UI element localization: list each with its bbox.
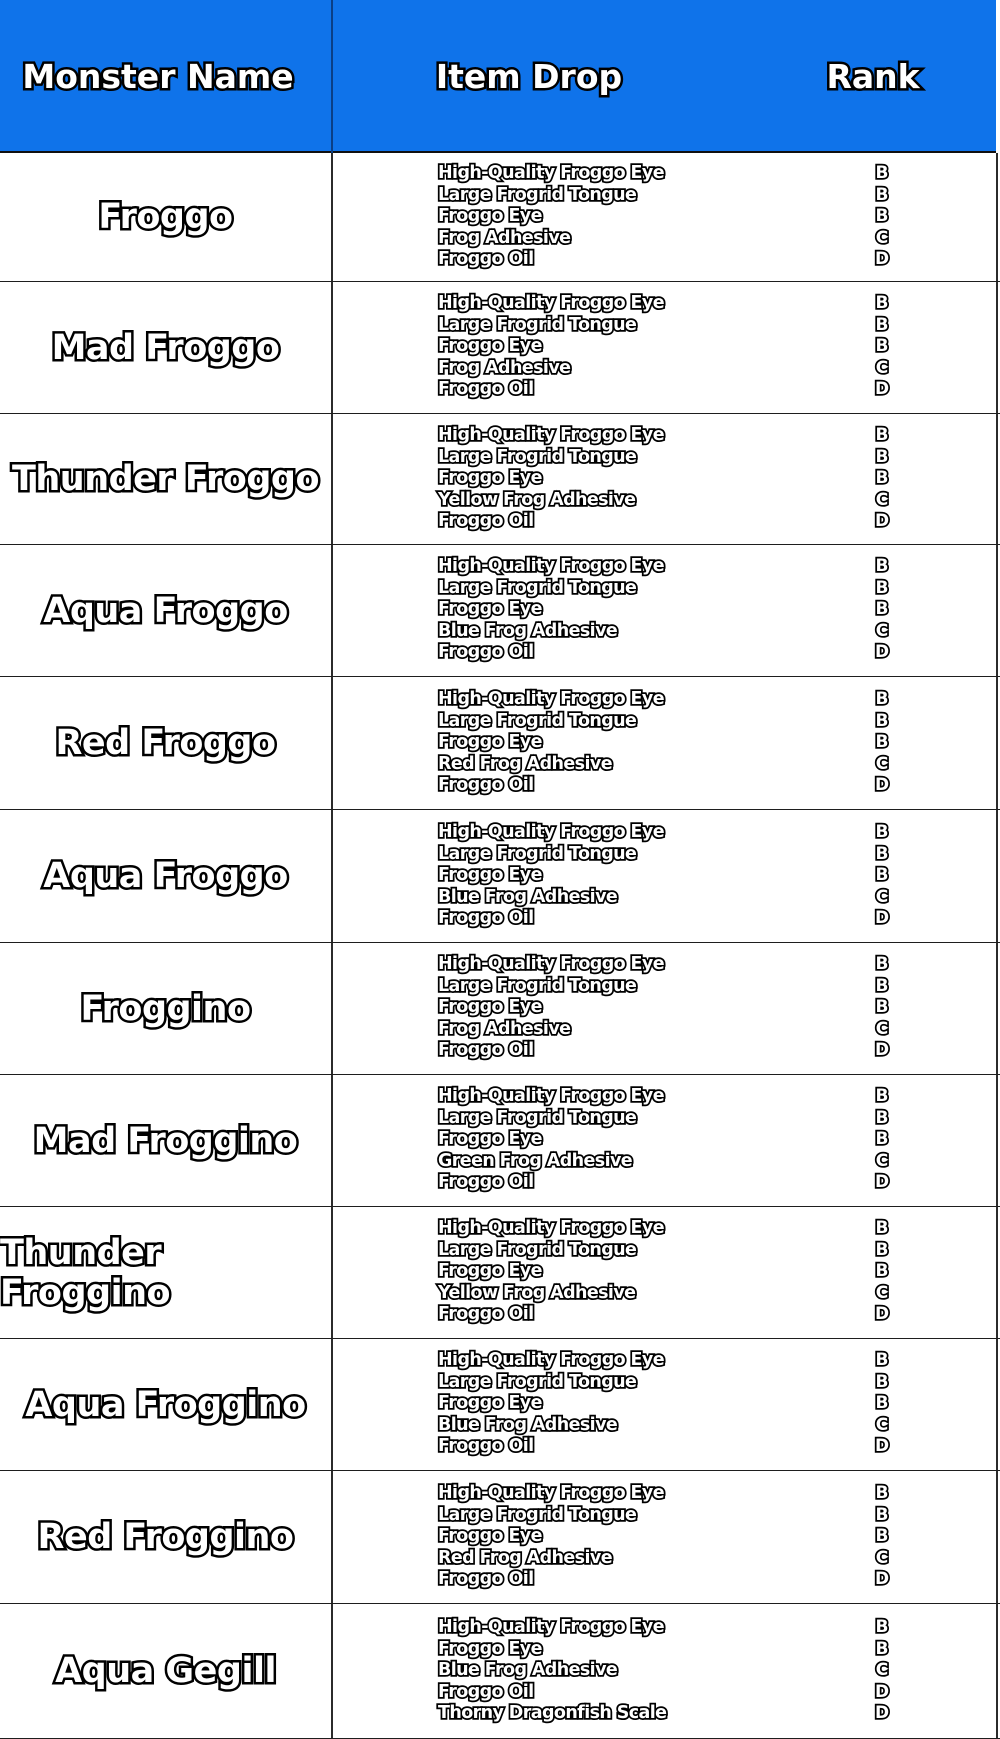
header-rank: Rank [826,57,920,96]
monster-name: Froggo [98,197,233,237]
table-header [0,0,1000,153]
item-drop: Blue Frog Adhesive [438,886,618,907]
rank-value: B [875,1086,889,1106]
item-drop: Froggo Eye [438,1129,542,1150]
rank-value: B [875,1129,889,1150]
monster-name: Aqua Froggino [25,1384,306,1425]
item-drop: Red Frog Adhesive [438,1547,612,1568]
table-body [0,153,1000,1739]
rank-value: B [875,822,889,842]
rank-value: B [875,468,889,489]
header-item-drop: Item Drop [435,57,623,96]
rank-value: B [875,1526,889,1547]
item-drop: Froggo Eye [438,468,542,489]
item-drop: Blue Frog Adhesive [438,1660,618,1681]
item-drop-list [438,954,738,1072]
item-drop: Large Frogrid Tongue [438,975,637,996]
rank-value: C [875,1018,889,1039]
item-drop: High-Quality Froggo Eye [438,1483,664,1503]
rank-value: B [875,1504,889,1525]
rank-value: C [875,753,889,774]
item-drop: Froggo Eye [438,336,542,357]
item-drop-list [438,1617,738,1735]
monster-name: Aqua Froggo [43,590,288,631]
item-drop: Froggo Eye [438,865,542,886]
table-right-border [996,1075,998,1206]
item-drop: Frog Adhesive [438,357,571,378]
rank-value: B [875,1350,889,1370]
item-drop: High-Quality Froggo Eye [438,1086,664,1106]
header-column-divider [331,0,333,153]
rank-value: D [874,1304,890,1325]
column-divider [331,1604,333,1738]
item-drop: Large Frogrid Tongue [438,1239,637,1260]
rank-value: D [874,1040,890,1061]
rank-value: C [875,620,889,641]
item-drop: High-Quality Froggo Eye [438,1350,664,1370]
table-right-border [996,677,998,809]
item-drop: Yellow Frog Adhesive [438,1282,636,1303]
rank-value: B [875,1617,889,1637]
rank-value: B [875,206,889,227]
monster-name: Mad Froggo [51,327,280,368]
table-row [0,1339,1000,1471]
table-row [0,677,1000,810]
rank-value: C [875,886,889,907]
table-right-border [996,1471,998,1603]
rank-value: B [875,1371,889,1392]
monster-name: Froggino [80,988,251,1029]
item-drop: Froggo Eye [438,732,542,753]
header-right-edge [996,0,1000,153]
rank-value: B [875,1638,889,1659]
item-drop: High-Quality Froggo Eye [438,689,664,709]
table-row [0,1075,1000,1207]
table-right-border [996,943,998,1074]
item-drop-list [438,689,738,807]
rank-value: B [875,954,889,974]
column-divider [331,1207,333,1338]
rank-list [870,1086,894,1204]
rank-list [870,1617,894,1735]
rank-value: B [875,1218,889,1238]
item-drop: Froggo Oil [438,1436,534,1457]
item-drop: Large Frogrid Tongue [438,446,637,467]
item-drop: Froggo Eye [438,599,542,620]
rank-value: B [875,865,889,886]
item-drop: Large Frogrid Tongue [438,1504,637,1525]
column-divider [331,810,333,942]
rank-value: B [875,689,889,709]
table-right-border [996,1339,998,1470]
rank-value: D [874,1569,890,1590]
rank-value: C [875,1150,889,1171]
item-drop-list [438,556,738,674]
item-drop: Froggo Oil [438,1304,534,1325]
item-drop: High-Quality Froggo Eye [438,163,664,183]
rank-value: B [875,446,889,467]
item-drop: Yellow Frog Adhesive [438,489,636,510]
rank-value: B [875,1483,889,1503]
item-drop-list [438,1086,738,1204]
table-right-border [996,1604,998,1738]
rank-value: D [874,1172,890,1193]
rank-list [870,425,894,543]
rank-value: C [875,357,889,378]
rank-value: B [875,314,889,335]
table-row [0,153,1000,282]
column-divider [331,677,333,809]
rank-value: B [875,1107,889,1128]
table-right-border [996,810,998,942]
column-divider [331,414,333,544]
item-drop: Thorny Dragonfish Scale [438,1703,667,1724]
rank-value: D [874,642,890,663]
monster-name: Aqua Gegill [55,1651,276,1691]
rank-value: C [875,1547,889,1568]
rank-value: B [875,599,889,620]
item-drop: High-Quality Froggo Eye [438,1218,664,1238]
table-right-border [996,153,998,281]
table-row [0,1471,1000,1604]
item-drop: Large Frogrid Tongue [438,577,637,598]
item-drop: Froggo Eye [438,206,542,227]
rank-value: B [875,577,889,598]
rank-value: D [874,908,890,929]
item-drop: Large Frogrid Tongue [438,314,637,335]
rank-value: B [875,710,889,731]
item-drop-list [438,1218,738,1336]
table-row [0,810,1000,943]
rank-list [870,954,894,1072]
rank-list [870,1483,894,1601]
rank-list [870,822,894,940]
rank-value: B [875,293,889,313]
column-divider [331,282,333,413]
item-drop: Froggo Oil [438,511,534,532]
item-drop-list [438,1350,738,1468]
item-drop: Froggo Oil [438,1681,534,1702]
item-drop: Blue Frog Adhesive [438,1414,618,1435]
rank-value: B [875,843,889,864]
rank-value: B [875,975,889,996]
item-drop: Froggo Eye [438,1261,542,1282]
rank-value: D [874,379,890,400]
item-drop: High-Quality Froggo Eye [438,556,664,576]
rank-list [870,1218,894,1336]
item-drop: Froggo Oil [438,642,534,663]
item-drop: Froggo Eye [438,1638,542,1659]
table-right-border [996,282,998,413]
rank-value: B [875,997,889,1018]
item-drop: Froggo Eye [438,1393,542,1414]
monster-name: Aqua Froggo [43,856,288,896]
item-drop: Froggo Eye [438,997,542,1018]
item-drop: Froggo Oil [438,775,534,796]
item-drop-list [438,1483,738,1601]
rank-value: B [875,1261,889,1282]
item-drop: Froggo Oil [438,908,534,929]
monster-name: Thunder Froggino [0,1232,171,1313]
table-right-border [996,414,998,544]
item-drop: Large Frogrid Tongue [438,843,637,864]
item-drop-list [438,425,738,543]
item-drop-list [438,822,738,940]
table-right-border [996,545,998,676]
rank-value: D [874,511,890,532]
rank-list [870,689,894,807]
item-drop: Large Frogrid Tongue [438,1107,637,1128]
item-drop: Large Frogrid Tongue [438,184,637,205]
rank-value: C [875,1282,889,1303]
item-drop: Blue Frog Adhesive [438,620,618,641]
rank-value: C [875,1660,889,1681]
item-drop: High-Quality Froggo Eye [438,1617,664,1637]
column-divider [331,1075,333,1206]
table-right-border [996,1207,998,1338]
rank-value: D [874,1681,890,1702]
rank-value: D [874,249,890,270]
column-divider [331,153,333,281]
table-row [0,282,1000,414]
rank-value: B [875,732,889,753]
rank-list [870,1350,894,1468]
item-drop: High-Quality Froggo Eye [438,425,664,445]
column-divider [331,943,333,1074]
rank-value: B [875,1393,889,1414]
item-drop: Frog Adhesive [438,1018,571,1039]
item-drop-list [438,163,738,281]
rank-list [870,293,894,411]
item-drop: Large Frogrid Tongue [438,1371,637,1392]
rank-value: C [875,227,889,248]
table-row [0,943,1000,1075]
rank-value: B [875,336,889,357]
rank-value: D [874,1436,890,1457]
rank-value: C [875,1414,889,1435]
column-divider [331,545,333,676]
monster-name: Thunder Froggo [12,459,319,499]
table-row [0,1604,1000,1739]
rank-list [870,163,894,281]
rank-value: C [875,489,889,510]
item-drop: Froggo Oil [438,1569,534,1590]
monster-name: Red Froggino [37,1517,294,1557]
item-drop: Large Frogrid Tongue [438,710,637,731]
item-drop-list [438,293,738,411]
table-row [0,545,1000,677]
rank-value: D [874,1703,890,1724]
item-drop: Froggo Oil [438,379,534,400]
rank-value: B [875,1239,889,1260]
item-drop: Red Frog Adhesive [438,753,612,774]
column-divider [331,1471,333,1603]
table-row [0,414,1000,545]
item-drop: Frog Adhesive [438,227,571,248]
item-drop: Froggo Oil [438,1040,534,1061]
item-drop: Green Frog Adhesive [438,1150,633,1171]
item-drop: High-Quality Froggo Eye [438,954,664,974]
rank-value: B [875,556,889,576]
item-drop: High-Quality Froggo Eye [438,822,664,842]
monster-name: Red Froggo [55,723,276,763]
table-row [0,1207,1000,1339]
rank-value: B [875,184,889,205]
item-drop: High-Quality Froggo Eye [438,293,664,313]
item-drop: Froggo Oil [438,1172,534,1193]
rank-value: B [875,425,889,445]
item-drop: Froggo Oil [438,249,534,270]
item-drop: Froggo Eye [438,1526,542,1547]
column-divider [331,1339,333,1470]
rank-value: D [874,775,890,796]
rank-value: B [875,163,889,183]
rank-list [870,556,894,674]
monster-name: Mad Froggino [33,1120,298,1161]
header-monster-name: Monster Name [22,57,294,96]
